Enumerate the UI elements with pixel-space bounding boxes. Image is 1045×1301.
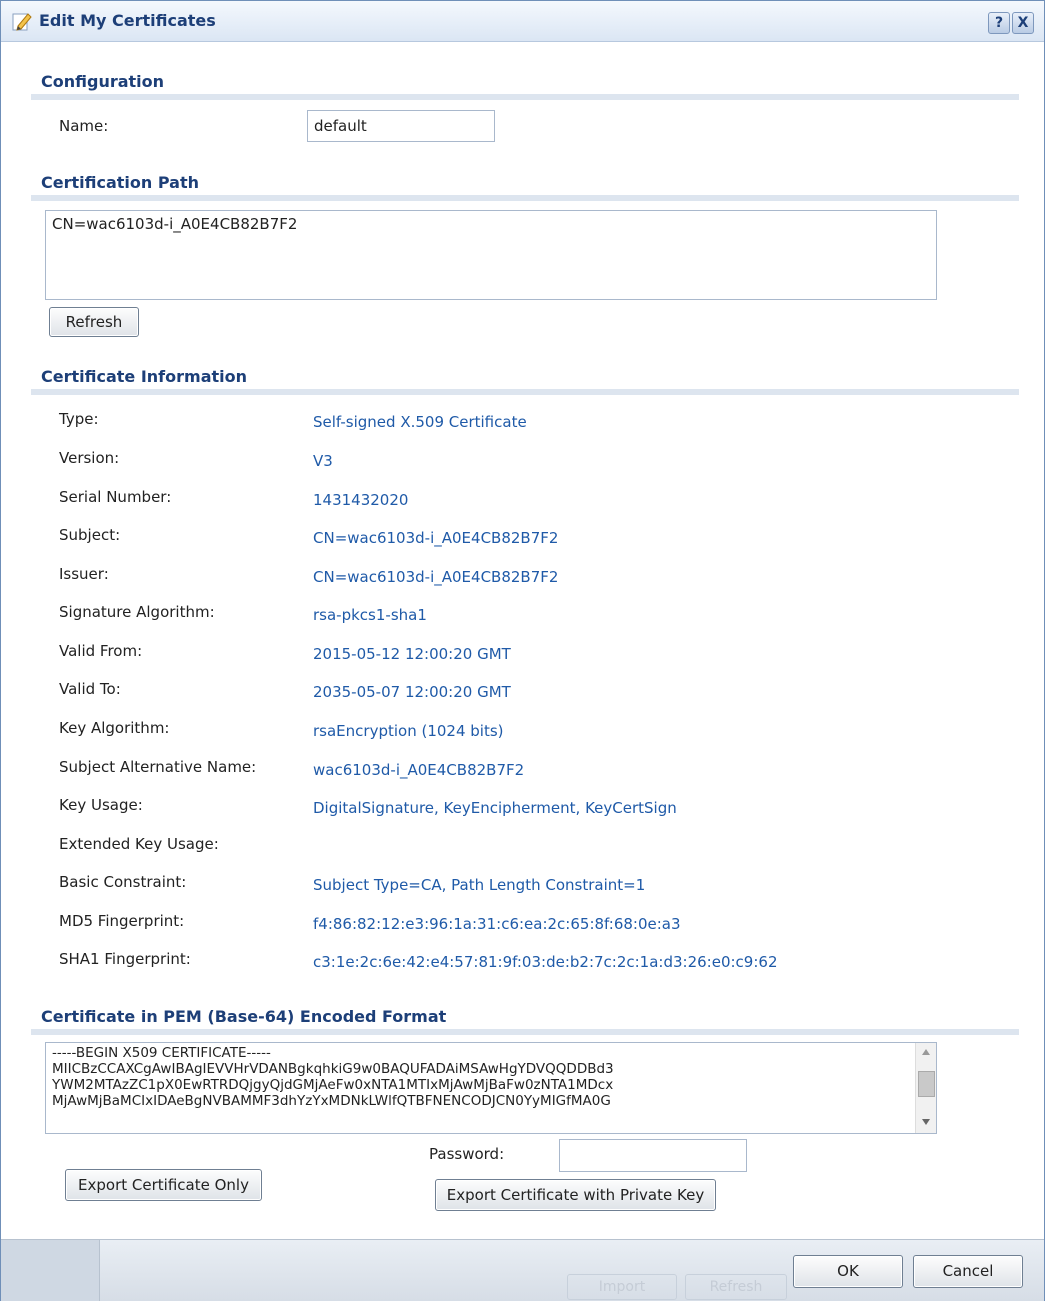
md5-fingerprint-value: f4:86:82:12:e3:96:1a:31:c6:ea:2c:65:8f:68:0e:a3 [313,915,681,933]
valid-to-value: 2035-05-07 12:00:20 GMT [313,683,511,701]
subject-alternative-name-label: Subject Alternative Name: [59,758,257,776]
valid-from-label: Valid From: [59,642,143,660]
configuration-section-title: Configuration [41,72,165,91]
close-button[interactable]: X [1012,12,1034,34]
subject-label: Subject: [59,526,121,544]
signature-algorithm-label: Signature Algorithm: [59,603,215,621]
background-refresh-button: Refresh [685,1274,787,1300]
version-label: Version: [59,449,120,467]
type-label: Type: [59,410,99,428]
password-label: Password: [429,1145,505,1163]
signature-algorithm-value: rsa-pkcs1-sha1 [313,606,427,624]
key-usage-label: Key Usage: [59,796,143,814]
certification-path-list[interactable] [45,210,937,300]
key-algorithm-value: rsaEncryption (1024 bits) [313,722,504,740]
basic-constraint-value: Subject Type=CA, Path Length Constraint=1 [313,876,646,894]
serial-number-label: Serial Number: [59,488,172,506]
subject-value: CN=wac6103d-i_A0E4CB82B7F2 [313,529,559,547]
scroll-thumb[interactable] [918,1071,935,1097]
key-algorithm-label: Key Algorithm: [59,719,170,737]
ok-button[interactable]: OK [793,1255,903,1288]
sha1-fingerprint-label: SHA1 Fingerprint: [59,950,191,968]
md5-fingerprint-label: MD5 Fingerprint: [59,912,185,930]
configuration-divider [31,94,1019,100]
pem-textarea[interactable] [45,1042,937,1134]
certification-path-section-title: Certification Path [41,173,199,192]
certification-path-divider [31,195,1019,201]
key-usage-value: DigitalSignature, KeyEncipherment, KeyCertSign [313,799,677,817]
help-button[interactable]: ? [988,12,1010,34]
name-input-value: default [314,117,367,135]
certificate-information-divider [31,389,1019,395]
export-certificate-only-button[interactable]: Export Certificate Only [65,1169,262,1201]
pem-text: -----BEGIN X509 CERTIFICATE----- MIICBzCCAXCgAwIBAgIEVVHrVDANBgkqhkiG9w0BAQUFADAiMSAwHgYDVQQDDBd3 YWM2MTAzZC1pX0EwRTRDQjgyQjdGMjAeFw0xNTA1MTIxMjAwMjBaFw0zNTA1MDcx MjAwMjBaMCIxIDAeBgNVBAMMF3dhYzYxMDNkLWlfQTBFNENCODJCN0YyMIGfMA0G [52,1045,614,1109]
pem-section-title: Certificate in PEM (Base-64) Encoded Format [41,1007,447,1026]
extended-key-usage-label: Extended Key Usage: [59,835,219,853]
sha1-fingerprint-value: c3:1e:2c:6e:42:e4:57:81:9f:03:de:b2:7c:2c:1a:d3:26:e0:c9:62 [313,953,778,971]
serial-number-value: 1431432020 [313,491,409,509]
version-value: V3 [313,452,333,470]
scroll-down-arrow-icon[interactable] [922,1119,930,1125]
valid-from-value: 2015-05-12 12:00:20 GMT [313,645,511,663]
export-certificate-with-private-key-button[interactable]: Export Certificate with Private Key [435,1179,716,1211]
basic-constraint-label: Basic Constraint: [59,873,187,891]
dialog-title: Edit My Certificates [39,11,216,30]
name-input[interactable] [307,110,495,142]
pem-scrollbar[interactable] [915,1043,936,1133]
valid-to-label: Valid To: [59,680,121,698]
cancel-button[interactable]: Cancel [913,1255,1023,1288]
type-value: Self-signed X.509 Certificate [313,413,527,431]
footer-left-panel [1,1240,100,1301]
dialog-titlebar [1,1,1044,42]
dialog-footer [1,1239,1044,1301]
name-label: Name: [59,117,109,135]
issuer-value: CN=wac6103d-i_A0E4CB82B7F2 [313,568,559,586]
pem-divider [31,1029,1019,1035]
scroll-up-arrow-icon[interactable] [922,1049,930,1055]
refresh-path-button[interactable]: Refresh [49,307,139,337]
password-input[interactable] [559,1139,747,1172]
certification-path-item[interactable]: CN=wac6103d-i_A0E4CB82B7F2 [52,215,298,233]
issuer-label: Issuer: [59,565,109,583]
background-import-button: Import [567,1274,677,1300]
certificate-information-section-title: Certificate Information [41,367,247,386]
subject-alternative-name-value: wac6103d-i_A0E4CB82B7F2 [313,761,525,779]
edit-pencil-icon [11,10,33,32]
